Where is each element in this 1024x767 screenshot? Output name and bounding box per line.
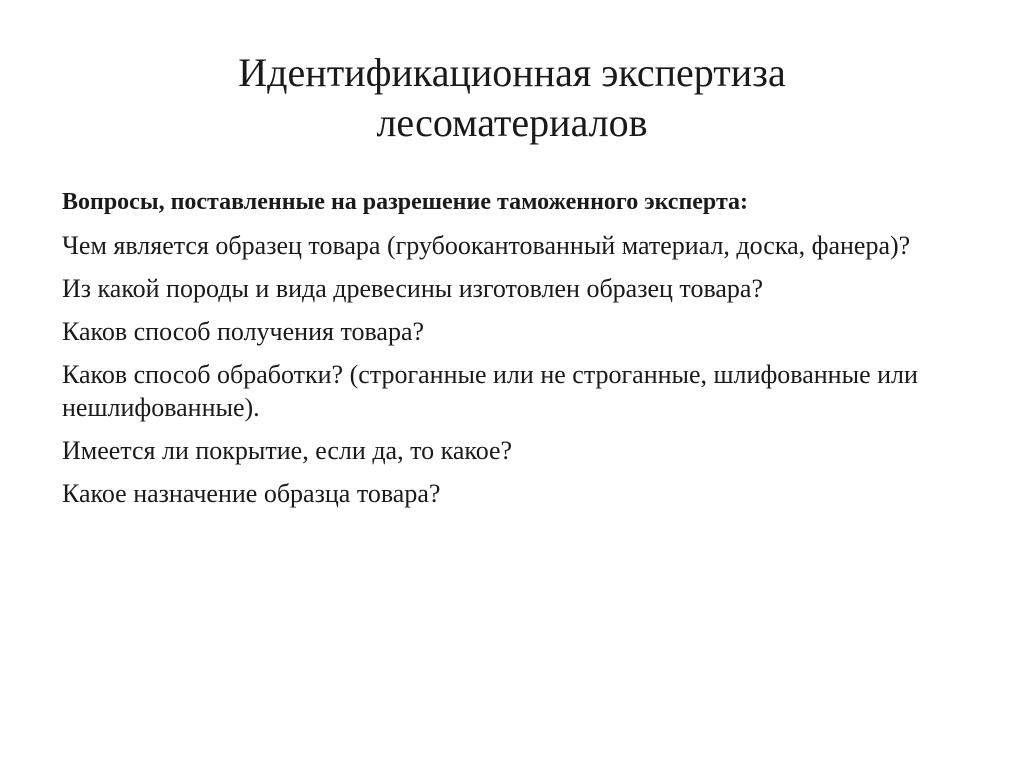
- slide-title: [0, 48, 1024, 148]
- slide-title-line-1: Идентификационная экспертиза: [238, 50, 786, 95]
- question-item-2: Из какой породы и вида древесины изготовлен образец товара?: [62, 274, 764, 303]
- slide-title-line-2: лесоматериалов: [376, 100, 648, 145]
- question-item-6: Какое назначение образца товара?: [62, 479, 441, 508]
- question-item-3: Каков способ получения товара?: [62, 317, 425, 346]
- questions-intro: Вопросы, поставленные на разрешение таможенного эксперта:: [62, 189, 749, 215]
- question-item-4: Каков способ обработки? (строганные или не строганные, шлифованные или нешлифованные).: [62, 360, 918, 422]
- slide-body: [62, 186, 992, 520]
- question-item-1: Чем является образец товара (грубоокантованный материал, доска, фанера)?: [62, 231, 911, 260]
- question-item-5: Имеется ли покрытие, если да, то какое?: [62, 436, 513, 465]
